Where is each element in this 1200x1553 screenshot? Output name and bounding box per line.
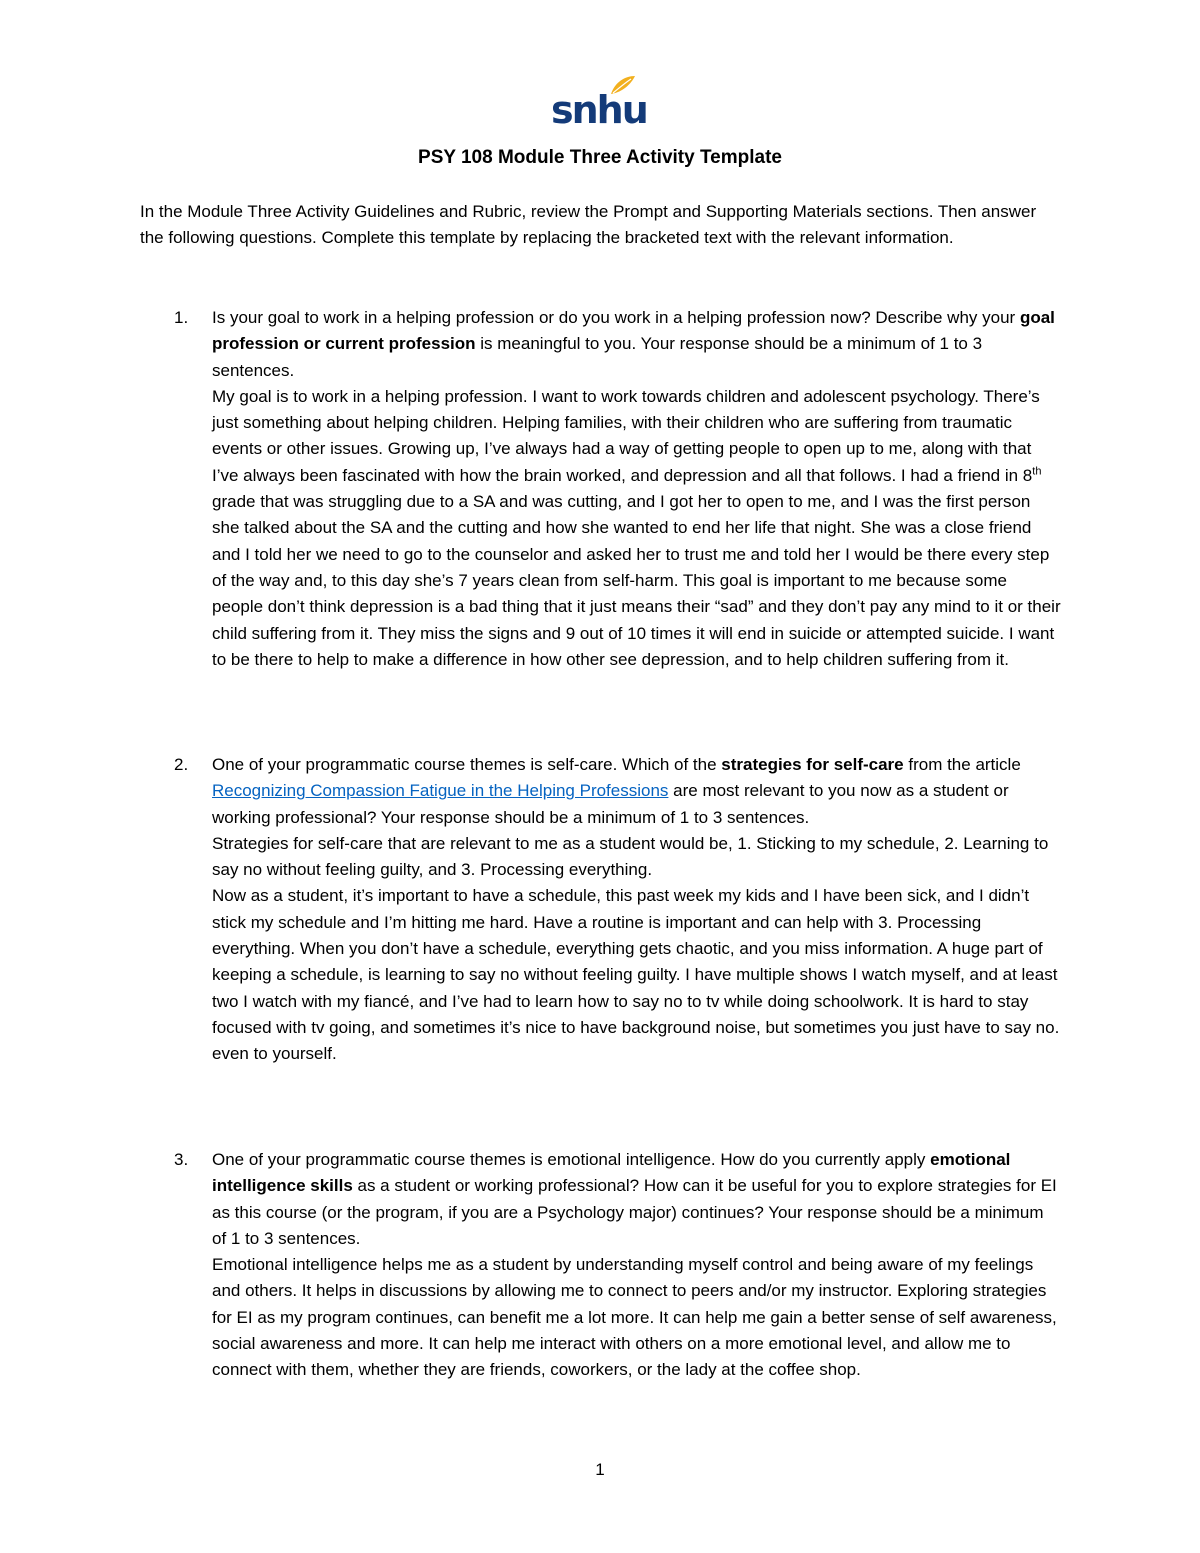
question-number: 3. [174, 1150, 189, 1169]
document-title: PSY 108 Module Three Activity Template [418, 147, 782, 168]
question-number: 1. [174, 308, 189, 327]
answer-text: Now as a student, it’s important to have a schedule, this past week my kids and I have been sick, and I didn’t stick my schedule and I’m hitting me hard. Have a routine is important and can help with 3. Processing everything. When you don’t have a schedule, everything gets chaotic, and you miss information. A huge part of keeping a schedule, is learning to say no without feeling guilty. I have multiple shows I watch myself, and at least two I watch with my fiancé, and I’ve had to learn how to say no to tv while doing schoolwork. It is hard to stay focused with tv going, and sometimes it’s nice to have background noise, but sometimes you just have to say no. even to yourself. [212, 886, 1060, 1064]
intro-paragraph: In the Module Three Activity Guidelines and Rubric, review the Prompt and Supporting Materials sections. Then answer the following questions. Complete this template by replacing the bracketed text with the relevant information. [140, 202, 1037, 248]
question-prompt: One of your programmatic course themes is emotional intelligence. How do you currently apply emotional intelligence skills as a student or working professional? How can it be useful for you to explore strategies for EI as this course (or the program, if you are a Psychology major) continues? Your response should be a minimum of 1 to 3 sentences. [212, 1150, 1057, 1248]
article-link[interactable]: Recognizing Compassion Fatigue in the Helping Professions [212, 781, 669, 801]
question-prompt: Is your goal to work in a helping profession or do you work in a helping profession now? Describe why your goal profession or current profession is meaningful to you. Your response should be a minimum of 1 to 3 sentences. [212, 308, 1055, 380]
page-number: 1 [595, 1460, 605, 1479]
question-number: 2. [174, 755, 189, 774]
logo-wordmark: snhu [551, 88, 647, 132]
question-prompt: One of your programmatic course themes is self-care. Which of the strategies for self-care from the article Recognizing Compassion Fatigue in the Helping Professions are most relevant to you now as a student or working professional? Your response should be a minimum of 1 to 3 sentences. [212, 755, 1021, 827]
snhu-logo [551, 74, 647, 134]
answer-text: My goal is to work in a helping profession. I want to work towards children and adolescent psychology. There’s just something about helping children. Helping families, with their children who are suffering from traumatic events or other issues. Growing up, I’ve always had a way of getting people to open up to me, along with that I’ve always been fascinated with how the brain worked, and depression and all that follows. I had a friend in 8th grade that was struggling due to a SA and was cutting, and I got her to open to me, and I was the first person she talked about the SA and the cutting and how she wanted to end her life that night. She was a close friend and I told her we need to go to the counselor and asked her to trust me and told her I would be there every step of the way and, to this day she’s 7 years clean from self-harm. This goal is important to me because some people don’t think depression is a bad thing that it just means their “sad” and they don’t pay any mind to it or their child suffering from it. They miss the signs and 9 out of 10 times it will end in suicide or attempted suicide. I want to be there to help to make a difference in how other see depression, and to help children suffering from it. [212, 386, 1061, 669]
answer-text: Strategies for self-care that are relevant to me as a student would be, 1. Sticking to my schedule, 2. Learning to say no without feeling guilty, and 3. Processing everything. [212, 833, 1049, 880]
answer-text: Emotional intelligence helps me as a student by understanding myself control and being aware of my feelings and others. It helps in discussions by allowing me to connect to peers and/or my instructor. Exploring strategies for EI as my program continues, can benefit me a lot more. It can help me gain a better sense of self awareness, social awareness and more. It can help me interact with others on a more emotional level, and allow me to connect with them, whether they are friends, coworkers, or the lady at the coffee shop. [212, 1255, 1057, 1380]
